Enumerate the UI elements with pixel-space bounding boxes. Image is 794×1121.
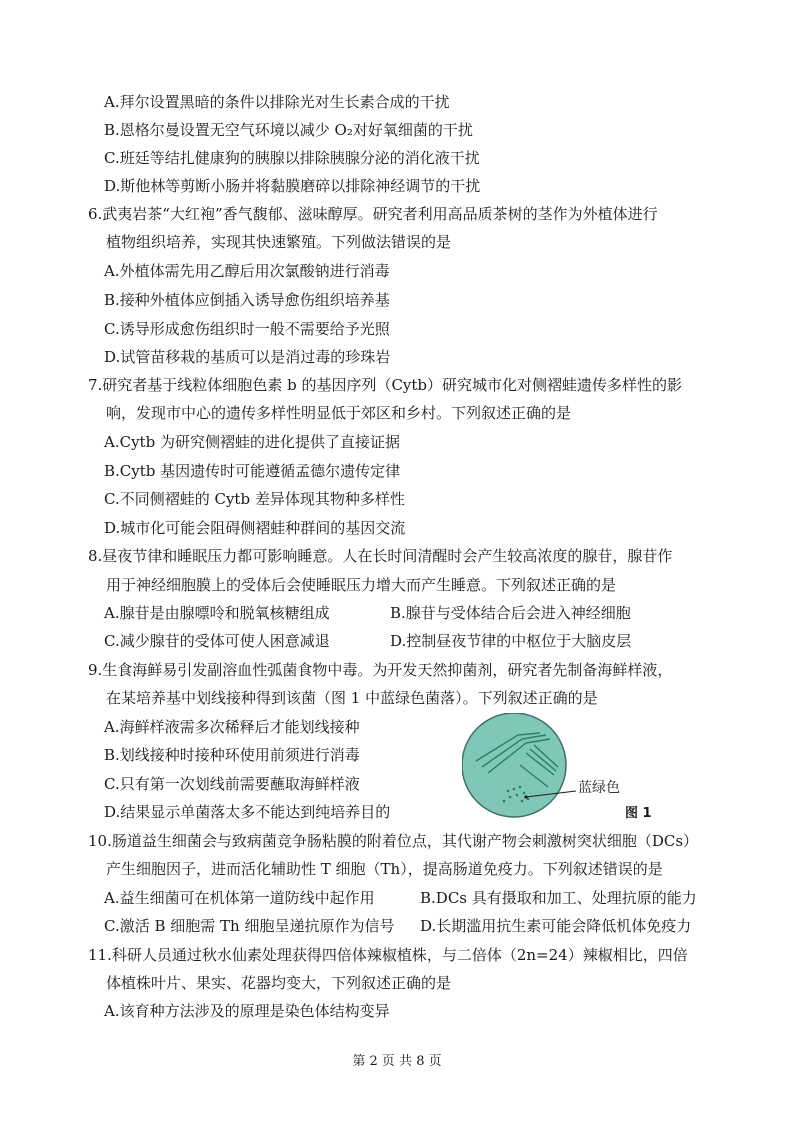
q9-stem-cont: 在某培养基中划线接种得到该菌（图 1 中蓝绿色菌落）。下列叙述正确的是 [106, 689, 598, 707]
q9-option-d: D.结果显示单菌落太多不能达到纯培养目的 [104, 803, 391, 821]
q6-option-a: A.外植体需先用乙醇后用次氯酸钠进行消毒 [104, 262, 390, 280]
q6-option-b: B.接种外植体应倒插入诱导愈伤组织培养基 [104, 291, 390, 309]
q5-option-b: B.恩格尔曼设置无空气环境以减少 O₂对好氧细菌的干扰 [104, 121, 473, 139]
q7-option-a: A.Cytb 为研究侧褶蛙的进化提供了直接证据 [104, 433, 400, 451]
q6-option-c: C.诱导形成愈伤组织时一般不需要给予光照 [104, 320, 390, 338]
q6-option-d: D.试管苗移栽的基质可以是消过毒的珍珠岩 [104, 348, 391, 366]
q8-option-c: C.减少腺苷的受体可使人困意减退 [104, 632, 330, 650]
q10-option-c: C.激活 B 细胞需 Th 细胞呈递抗原作为信号 [104, 917, 395, 935]
q6-stem-cont: 植物组织培养，实现其快速繁殖。下列做法错误的是 [106, 233, 452, 251]
q9-stem: 9.生食海鲜易引发副溶血性弧菌食物中毒。为开发天然抑菌剂，研究者先制备海鲜样液， [88, 661, 673, 679]
page-footer: 第 2 页 共 8 页 [352, 1054, 442, 1069]
q11-stem-cont: 体植株叶片、果实、花器均变大，下列叙述正确的是 [106, 974, 452, 992]
q10-stem-cont: 产生细胞因子，进而活化辅助性 T 细胞（Th），提高肠道免疫力。下列叙述错误的是 [106, 860, 663, 878]
q11-stem: 11.科研人员通过秋水仙素处理获得四倍体辣椒植株，与二倍体（2n=24）辣椒相比，四倍 [88, 946, 688, 964]
q9-option-b: B.划线接种时接种环使用前须进行消毒 [104, 746, 360, 764]
q7-option-d: D.城市化可能会阻碍侧褶蛙种群间的基因交流 [104, 519, 406, 537]
q7-option-b: B.Cytb 基因遗传时可能遵循孟德尔遗传定律 [104, 462, 401, 480]
q6-stem: 6.武夷岩茶“大红袍”香气馥郁、滋味醇厚。研究者利用高品质茶树的茎作为外植体进行 [88, 205, 658, 223]
q8-option-d: D.控制昼夜节律的中枢位于大脑皮层 [390, 632, 632, 650]
q8-stem-cont: 用于神经细胞膜上的受体后会使睡眠压力增大而产生睡意。下列叙述正确的是 [106, 576, 617, 594]
q7-stem-cont: 响，发现市中心的遗传多样性明显低于郊区和乡村。下列叙述正确的是 [106, 404, 572, 422]
q8-option-b: B.腺苷与受体结合后会进入神经细胞 [390, 604, 631, 622]
q5-option-a: A.拜尔设置黑暗的条件以排除光对生长素合成的干扰 [104, 93, 450, 111]
petri-dish [462, 713, 566, 817]
figure-caption: 图 1 [625, 806, 652, 821]
q7-option-c: C.不同侧褶蛙的 Cytb 差异体现其物种多样性 [104, 490, 405, 508]
q8-option-a: A.腺苷是由腺嘌呤和脱氧核糖组成 [104, 604, 330, 622]
q10-stem: 10.肠道益生细菌会与致病菌竞争肠粘膜的附着位点，其代谢产物会刺激树突状细胞（DCs） [88, 832, 699, 850]
q9-option-c: C.只有第一次划线前需要蘸取海鲜样液 [104, 775, 360, 793]
q11-option-a: A.该育种方法涉及的原理是染色体结构变异 [104, 1002, 390, 1020]
q10-option-b: B.DCs 具有摄取和加工、处理抗原的能力 [420, 889, 697, 907]
q7-stem: 7.研究者基于线粒体细胞色素 b 的基因序列（Cytb）研究城市化对侧褶蛙遗传多样性的影 [88, 376, 683, 394]
q5-option-d: D.斯他林等剪断小肠并将黏膜磨碎以排除神经调节的干扰 [104, 177, 481, 195]
q5-option-c: C.班廷等结扎健康狗的胰腺以排除胰腺分泌的消化液干扰 [104, 149, 480, 167]
q8-stem: 8.昼夜节律和睡眠压力都可影响睡意。人在长时间清醒时会产生较高浓度的腺苷，腺苷作 [88, 547, 673, 565]
figure-label-blue-green: 蓝绿色 [578, 780, 620, 796]
q9-option-a: A.海鲜样液需多次稀释后才能划线接种 [104, 718, 360, 736]
q10-option-a: A.益生细菌可在机体第一道防线中起作用 [104, 889, 375, 907]
q10-option-d: D.长期滥用抗生素可能会降低机体免疫力 [420, 917, 692, 935]
